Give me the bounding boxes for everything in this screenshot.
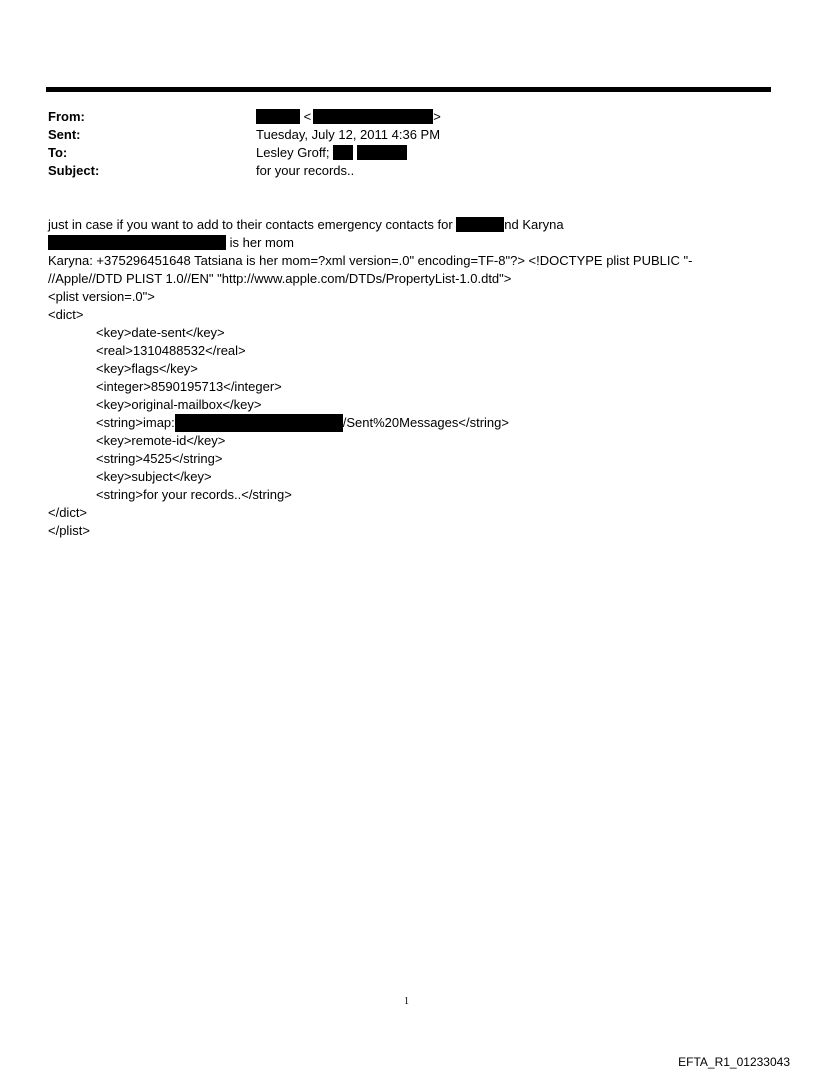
- to-label: To:: [48, 145, 68, 160]
- body-text: nd Karyna: [504, 217, 564, 232]
- body-text: just in case if you want to add to their contacts emergency contacts for: [48, 217, 453, 232]
- body-line: <string>4525</string>: [96, 451, 223, 466]
- body-line: <string>for your records..</string>: [96, 487, 292, 502]
- body-line: <real>1310488532</real>: [96, 343, 246, 358]
- redaction-box: [456, 217, 504, 232]
- body-line: [48, 234, 294, 252]
- body-line: <key>original-mailbox</key>: [96, 397, 262, 412]
- sent-label: Sent:: [48, 127, 81, 142]
- from-gt: >: [433, 109, 441, 124]
- body-line: <key>subject</key>: [96, 469, 212, 484]
- from-label: From:: [48, 109, 85, 124]
- to-name: Lesley Groff;: [256, 145, 330, 160]
- body-line: <key>flags</key>: [96, 361, 198, 376]
- body-line: <integer>8590195713</integer>: [96, 379, 282, 394]
- body-line: <key>remote-id</key>: [96, 433, 226, 448]
- body-line: [48, 216, 564, 234]
- header-rule: [46, 87, 771, 92]
- sent-value: Tuesday, July 12, 2011 4:36 PM: [256, 127, 441, 142]
- body-text: is her mom: [229, 235, 294, 250]
- body-line: </dict>: [48, 505, 88, 520]
- body-line: <key>date-sent</key>: [96, 325, 225, 340]
- subject-value: for your records..: [256, 163, 355, 178]
- body-line: //Apple//DTD PLIST 1.0//EN" "http://www.apple.com/DTDs/PropertyList-1.0.dtd">: [48, 271, 512, 286]
- subject-label: Subject:: [48, 163, 100, 178]
- body-line: <plist version=.0">: [48, 289, 155, 304]
- to-value: [256, 144, 407, 162]
- body-line: [96, 414, 509, 432]
- bates-number: EFTA_R1_01233043: [678, 1055, 790, 1069]
- body-text: /Sent%20Messages</string>: [342, 415, 509, 430]
- page-number: 1: [404, 996, 409, 1007]
- redaction-box: [333, 145, 353, 160]
- from-lt: <: [303, 109, 312, 124]
- redaction-box: [313, 109, 433, 124]
- redaction-box: [48, 235, 226, 250]
- body-line: </plist>: [48, 523, 90, 538]
- redaction-box: [256, 109, 300, 124]
- body-line: Karyna: +375296451648 Tatsiana is her mom=?xml version=.0" encoding=TF-8"?> <!DOCTYPE plist PUBLIC "-: [48, 253, 693, 268]
- body-text: <string>imap:: [96, 415, 175, 430]
- from-value: [256, 108, 441, 126]
- redaction-box: [175, 414, 343, 432]
- redaction-box: [357, 145, 407, 160]
- body-line: <dict>: [48, 307, 84, 322]
